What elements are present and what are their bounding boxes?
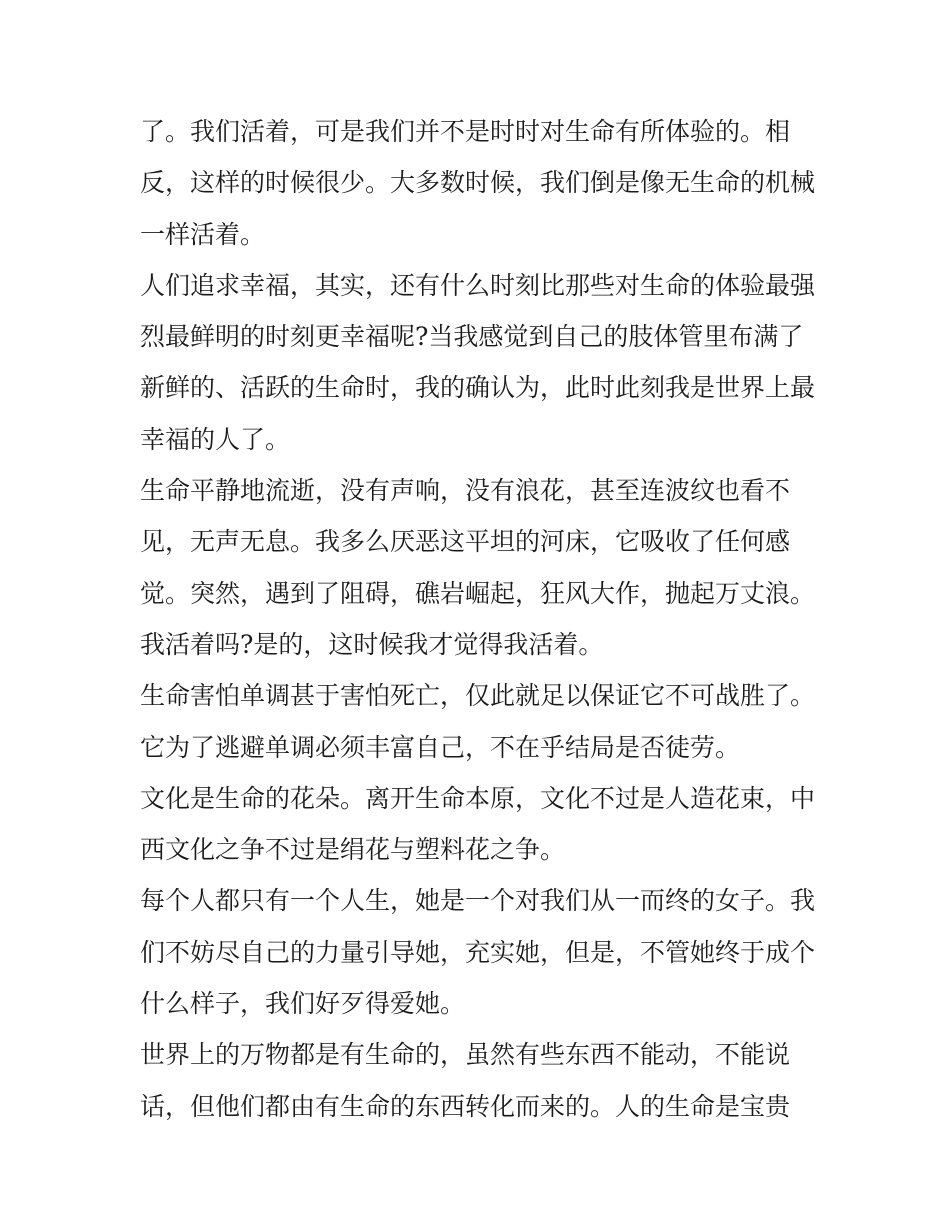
text-line: 生命害怕单调甚于害怕死亡，仅此就足以保证它不可战胜了。 [140, 681, 816, 711]
text-line: 反，这样的时候很少。大多数时候，我们倒是像无生命的机械 [140, 168, 816, 198]
text-line: 一样活着。 [140, 219, 266, 249]
body-text [140, 106, 820, 1132]
text-line: 觉。突然，遇到了阻碍，礁岩崛起，狂风大作，抛起万丈浪。 [140, 578, 816, 608]
text-line: 了。我们活着，可是我们并不是时时对生命有所体验的。相 [140, 117, 791, 146]
paragraph [140, 260, 820, 465]
text-line: 每个人都只有一个人生，她是一个对我们从一而终的女子。我 [140, 886, 816, 916]
paragraph [140, 670, 820, 773]
text-line: 幸福的人了。 [140, 424, 291, 454]
text-line: 世界上的万物都是有生命的，虽然有些东西不能动，不能说 [140, 1040, 791, 1070]
text-line: 烈最鲜明的时刻更幸福呢?当我感觉到自己的肢体管里布满了 [140, 322, 804, 352]
text-line: 西文化之争不过是绢花与塑料花之争。 [140, 835, 566, 865]
paragraph [140, 1029, 820, 1132]
text-line: 生命平静地流逝，没有声响，没有浪花，甚至连波纹也看不 [140, 476, 791, 506]
text-line: 新鲜的、活跃的生命时，我的确认为，此时此刻我是世界上最 [140, 373, 816, 403]
text-line: 我活着吗?是的，这时候我才觉得我活着。 [140, 629, 604, 659]
text-line: 它为了逃避单调必须丰富自己，不在乎结局是否徒劳。 [140, 732, 741, 762]
text-line: 什么样子，我们好歹得爱她。 [140, 989, 466, 1019]
paragraph [140, 106, 820, 260]
text-line: 话，但他们都由有生命的东西转化而来的。人的生命是宝贵 [140, 1091, 791, 1121]
paragraph [140, 773, 820, 876]
paragraph [140, 465, 820, 670]
text-line: 人们追求幸福，其实，还有什么时刻比那些对生命的体验最强 [140, 270, 816, 300]
paragraph [140, 875, 820, 1029]
text-line: 见，无声无息。我多么厌恶这平坦的河床，它吸收了任何感 [140, 527, 791, 557]
text-line: 们不妨尽自己的力量引导她，充实她，但是，不管她终于成个 [140, 937, 816, 967]
text-line: 文化是生命的花朵。离开生命本原，文化不过是人造花束，中 [140, 783, 816, 813]
